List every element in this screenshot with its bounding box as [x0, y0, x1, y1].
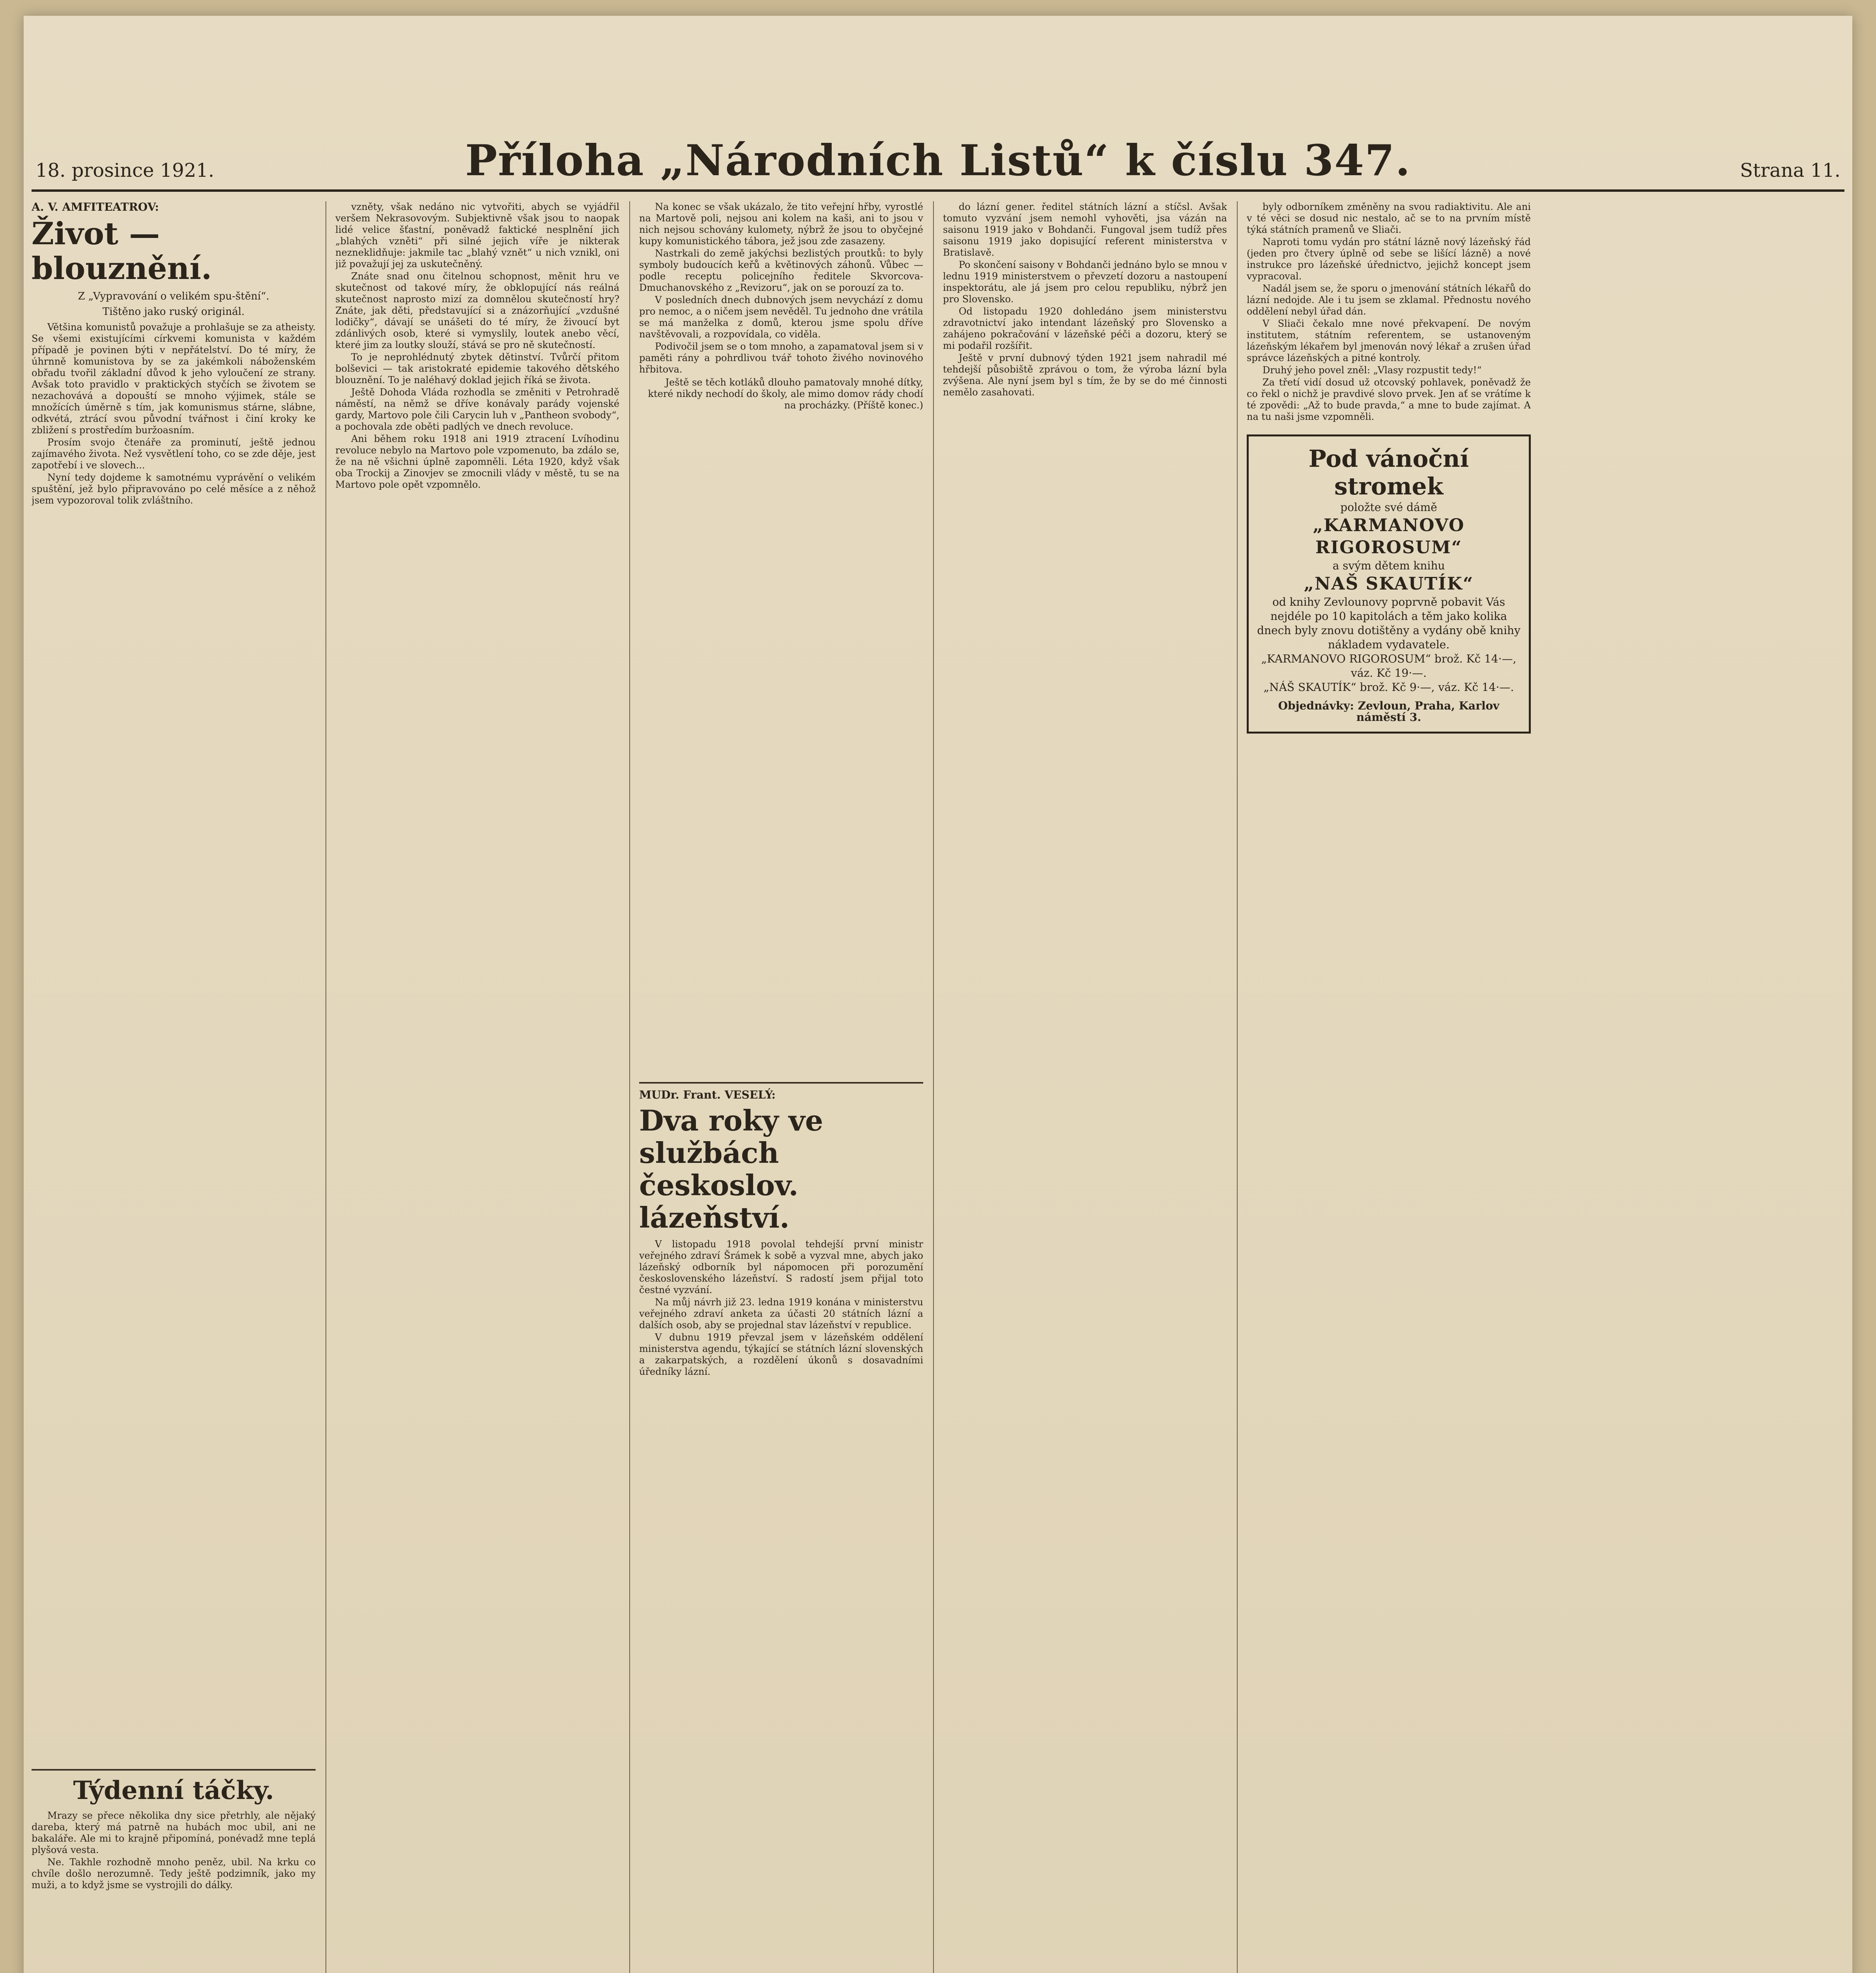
article-paragraph: Prosím svojo čtenáře za prominutí, ještě jednou zajímavého života. Než vysvětlení toho, co se zde děje, jest zapotřebí i ve slovech...	[32, 437, 316, 471]
issue-date: 18. prosince 1921.	[36, 159, 215, 182]
column-rule	[629, 201, 630, 1973]
article-paragraph: To je neprohlédnutý zbytek dětinství. Tvůrčí přitom bolševici — tak aristokraté epidemie takového dětského blouznění. To je naléhavý doklad jejich říká se života.	[335, 352, 619, 386]
ad-price: „KARMANOVO RIGOROSUM“ brož. Kč 14·—, váz. Kč 19·—.	[1261, 652, 1517, 680]
page-header	[32, 134, 1844, 192]
masthead: Příloha „Národních Listů“ k číslu 347.	[465, 136, 1411, 185]
article-paragraph: V listopadu 1918 povolal tehdejší první ministr veřejného zdraví Šrámek k sobě a vyzval mne, abych jako lázeňský odborník byl nápomocen při porozumění československého lázeňství. S radostí jsem přijal toto čestné vyzvání.	[639, 1239, 923, 1295]
column-rule	[1237, 201, 1238, 1973]
article-paragraph: Tištěno jako ruský originál.	[102, 306, 245, 318]
section-divider	[32, 1769, 316, 1771]
article-paragraph: Ani během roku 1918 ani 1919 ztracení Lvíhodinu revoluce nebylo na Martovo pole vzpomenuto, ba zdálo se, že na ně všichni úplně zapomněli. Léta 1920, když však oba Trockij a Zinovjev se zmocnili vlády v městě, tu se na Martovo pole opět vzpomnělo.	[335, 433, 619, 490]
page-number: Strana 11.	[1740, 159, 1840, 182]
advertisement-box	[1247, 434, 1531, 734]
article-paragraph: Mrazy se přece několika dny sice přetrhly, ale nějaký dareba, který má patrně na hubách moc ubil, ani ne bakaláře. Ale mi to krajně připomíná, ponévadž mne teplá plyšová vesta.	[32, 1810, 316, 1855]
column-rule	[933, 201, 934, 1973]
column-4	[943, 201, 1227, 1973]
ad-book-title: „NAŠ SKAUTÍK“	[1304, 574, 1474, 594]
article-author: A. V. AMFITEATROV:	[32, 201, 159, 213]
article-paragraph: Naproti tomu vydán pro státní lázně nový lázeňský řád (jeden pro čtvery úplně od sebe se lišící lázně) a nové instrukce pro lázeňské úřednictvo, jejichž koncept jsem vypracoval.	[1247, 236, 1531, 282]
article-paragraph: Ještě Dohoda Vláda rozhodla se změniti v Petrohradě náměstí, na němž se dříve konávaly parády vojenské gardy, Martovo pole čili Carycin luh v „Pantheon svobody“, a pochovala zde oběti padlých ve dnech revoluce.	[335, 387, 619, 432]
article-paragraph: Druhý jeho povel zněl: „Vlasy rozpustit tedy!“	[1263, 365, 1482, 376]
article-paragraph: Nyní tedy dojdeme k samotnému vyprávění o velikém spuštění, jež bylo připravováno po celé měsíce a z něhož jsem vypozoroval tolik zvláštního.	[32, 472, 316, 506]
article-title: Život — blouznění.	[32, 216, 212, 286]
article-paragraph: Od listopadu 1920 dohledáno jsem ministerstvu zdravotnictví jako intendant lázeňský pro Slovensko a zahájeno pokračování v lázeňské péči a dozoru, který se mi podařil rozšířit.	[943, 306, 1227, 351]
ad-price: „NÁŠ SKAUTÍK“ brož. Kč 9·—, váz. Kč 14·—.	[1263, 681, 1514, 694]
column-1	[32, 201, 316, 1973]
article-paragraph: Nastrkali do země jakýchsi bezlistých proutků: to byly symboly budoucích keřů a květinových záhonů. Vůbec — podle receptu policejního ředitele Skvorcova-Dmuchanovského z „Revizoru“, jak on se porouzí za to.	[639, 248, 923, 293]
newspaper-page	[24, 16, 1852, 1973]
ad-book-title: „KARMANOVO RIGOROSUM“	[1313, 515, 1465, 558]
article-paragraph: Za třetí vidí dosud už otcovský pohlavek, poněvadž že co řekl o nichž je pravdivé slovo prvek. Jen ať se vrátíme k té zpovědi: „Až to bude pravda,“ a mne to bude zajímat. A na tu naši jsme vzpomněli.	[1247, 377, 1531, 422]
article-paragraph: Nadál jsem se, že sporu o jmenování státních lékařů do lázní nedojde. Ale i tu jsem se zklamal. Přednostu nového oddělení nebyl úřad dán.	[1247, 283, 1531, 317]
ad-publisher: Objednávky: Zevloun, Praha, Karlov náměstí 3.	[1278, 699, 1500, 724]
column-3	[639, 201, 923, 1973]
article-subtitle: Z „Vypravování o velikém spu-štění“.	[78, 290, 269, 302]
article-paragraph: Znáte snad onu čitelnou schopnost, měnit hru ve skutečnost od takové míry, že obklopující nás reálná skutečnost naprosto mizí za domnělou skutečností hry? Znáte, jak děti, představující si a znázorňující „vzdušné lodičky“, dávají se unášeti do té míry, že živoucí byt zdánlivých osob, které si vymyslily, loutek anebo věcí, které jim za loutky slouží, stává se pro ně skutečností.	[335, 271, 619, 350]
article-columns	[32, 201, 1844, 1973]
article-paragraph: V posledních dnech dubnových jsem nevychází z domu pro nemoc, a o ničem jsem nevěděl. Tu jednoho dne vrátila se má manželka z domů, kterou jsme spolu dříve navštěvovali, a rozpovídala, co viděla.	[639, 294, 923, 340]
article-paragraph: Na můj návrh již 23. ledna 1919 konána v ministerstvu veřejného zdraví anketa za účasti 20 státních lázní a dalších osob, aby se projednal stav lázeňství v republice.	[639, 1297, 923, 1331]
article-author: MUDr. Frant. VESELÝ:	[639, 1088, 776, 1101]
ad-title: Pod vánoční stromek	[1308, 445, 1469, 500]
ad-line: a svým dětem knihu	[1332, 559, 1445, 572]
column-5	[1247, 201, 1531, 1973]
column-title: Týdenní táčky.	[73, 1776, 274, 1805]
article-paragraph: byly odborníkem změněny na svou radiaktivitu. Ale ani v té věci se dosud nic nestalo, ač se to na prvním místě týká státních pramenů ve Sliači.	[1247, 201, 1531, 235]
article-paragraph: Na konec se však ukázalo, že tito veřejní hřby, vyrostlé na Martově poli, nejsou ani kolem na kaši, ani to jsou v nich nejsou schovány kulomety, nýbrž že jsou to obyčejné kupy komunistického tábora, jež jsou zde zasazeny.	[639, 201, 923, 247]
article-paragraph: Ještě v první dubnový týden 1921 jsem nahradil mé tehdejší působiště zprávou o tom, že výroba lázní byla zvýšena. Ale nyní jsem byl s tím, že by se do mé činnosti nemělo zasahovati.	[943, 352, 1227, 398]
article-title: Dva roky ve službách českoslov. lázeňství.	[639, 1104, 823, 1234]
article-paragraph: Ne. Takhle rozhodně mnoho peněz, ubil. Na krku co chvíle došlo nerozumně. Tedy ještě podzimník, jako my muži, a to když jsme se vystrojili do dálky.	[32, 1857, 316, 1891]
article-paragraph: Po skončení saisony v Bohdanči jednáno bylo se mnou v lednu 1919 ministerstvem o převzetí dozoru a nastoupení inspektorátu, ale já jsem pro celou republiku, nýbrž jen pro Slovensko.	[943, 259, 1227, 305]
column-rule	[325, 201, 326, 1973]
article-paragraph: Podivočil jsem se o tom mnoho, a zapamatoval jsem si v paměti rány a pohrdlivou tvář tohoto živého novinového hřbitova.	[639, 341, 923, 375]
article-paragraph: Většina komunistů považuje a prohlašuje se za atheisty. Se všemi existujícími církvemi komunista v každém případě je povinen býti v nepřátelství. Do té míry, že úhrnně komunistova by se za jakémkoli náboženském obřadu tvořil základní důvod k jeho vyloučení ze strany. Avšak toto pravidlo v praktických styčích se životem se nezachovává a dopouští se mnoho výjimek, stále se množících úměrně s tím, jak komunismus stárne, slábne, odkvétá, ztrácí svou původní tvářnost i činí kroky ke zbližení s prostředím buržoasním.	[32, 322, 316, 436]
article-paragraph: V Sliači čekalo mne nové překvapení. De novým institutem, státním referentem, se ustanoveným lázeňským lékařem byl jmenován nový lékař a zrušen úřad správce lázeňských a pitné kontroly.	[1247, 318, 1531, 363]
article-paragraph: V dubnu 1919 převzal jsem v lázeňském oddělení ministerstva agendu, týkající se státních lázní slovenských a zakarpatských, a rozdělení úkonů s dosavadními úředníky lázní.	[639, 1332, 923, 1377]
section-divider	[639, 1082, 923, 1084]
column-2	[335, 201, 619, 1973]
article-paragraph: do lázní gener. ředitel státních lázní a stíčsl. Avšak tomuto vyzvání jsem nemohl vyhověti, jsa vázán na saisonu 1919 jako v Bohdanči. Fungoval jsem tudíž přes saisonu 1919 jako dopisující referent ministerstva v Bratislavě.	[943, 201, 1227, 258]
ad-line: položte své dámě	[1340, 501, 1437, 514]
article-paragraph: vzněty, však nedáno nic vytvořiti, abych se vyjádřil veršem Nekrasovovým. Subjektivně však jsou to naopak lidé velice šťastní, poněvadž faktické nesplnění jich „blahých vzněti“ při silné jejich víře je nikterak nezneklidňuje: jakmile tac „blahý vznět“ u nich vznikl, oni již považují jej za uskutečněný.	[335, 201, 619, 270]
article-paragraph: Ještě se těch kotláků dlouho pamatovaly mnohé dítky, které nikdy nechodí do školy, ale mimo domov rády chodí na procházky. (Příště konec.)	[648, 377, 923, 411]
ad-line: od knihy Zevlounovy poprvně pobavit Vás nejdéle po 10 kapitolách a těm jako kolika dnech byly znovu dotištěny a vydány obě knihy nákladem vydavatele.	[1257, 595, 1521, 651]
